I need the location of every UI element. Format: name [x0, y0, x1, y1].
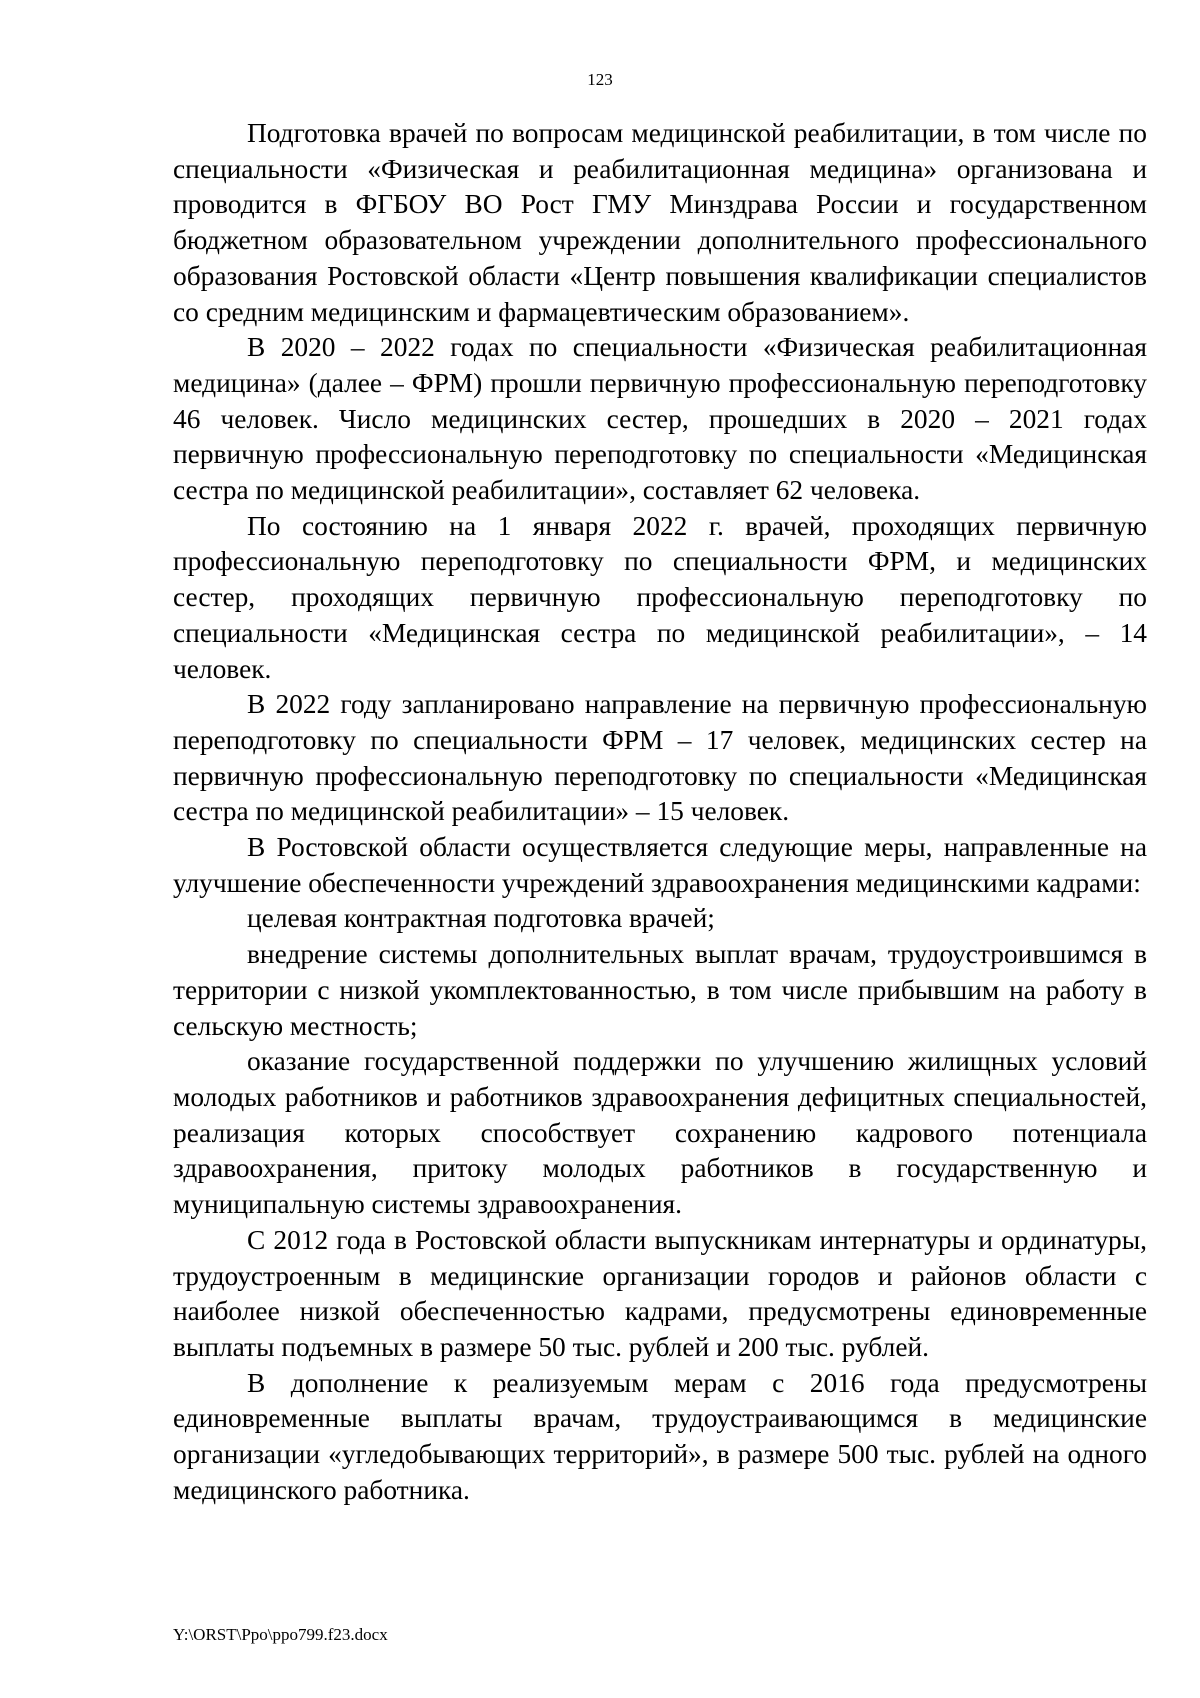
document-body — [173, 116, 1147, 1508]
paragraph-retraining-2020-2022: В 2020 – 2022 годах по специальности «Физическая реабилитационная медицина» (далее – ФРМ) прошли первичную профессиональную переподготовку 46 человек. Число медицинских сестер, прошедших в 2020 – 2021 годах первичную профессиональную переподготовку по специальности «Медицинская сестра по медицинской реабилитации», составляет 62 человека. — [173, 332, 1147, 506]
paragraph-lump-sum-2016: В дополнение к реализуемым мерам с 2016 года предусмотрены единовременные выплаты врачам, трудоустраивающимся в медицинские организации «угледобывающих территорий», в размере 500 тыс. рублей на одного медицинского работника. — [173, 1367, 1147, 1505]
paragraph-status-2022: По состоянию на 1 января 2022 г. врачей, проходящих первичную профессиональную переподготовку по специальности ФРМ, и медицинских сестер, проходящих первичную профессиональную переподготовку по специальности «Медицинская сестра по медицинской реабилитации», – 14 человек. — [173, 510, 1147, 684]
list-item-additional-payments: внедрение системы дополнительных выплат врачам, трудоустроившимся в территории с низкой укомплектованностью, в том числе прибывшим на работу в сельскую местность; — [173, 939, 1147, 1041]
page-number: 123 — [587, 70, 613, 89]
paragraph-training: Подготовка врачей по вопросам медицинской реабилитации, в том числе по специальности «Физическая и реабилитационная медицина» организована и проводится в ФГБОУ ВО Рост ГМУ Минздрава России и государственном бюджетном образовательном учреждении дополнительного профессионального образования Ростовской области «Центр повышения квалификации специалистов со средним медицинским и фармацевтическим образованием». — [173, 118, 1147, 327]
paragraph-measures-intro: В Ростовской области осуществляется следующие меры, направленные на улучшение обеспеченности учреждений здравоохранения медицинскими кадрами: — [173, 832, 1147, 898]
list-item-housing-support: оказание государственной поддержки по улучшению жилищных условий молодых работников и работников здравоохранения дефицитных специальностей, реализация которых способствует сохранению кадрового потенциала здравоохранения, притоку молодых работников в государственную и муниципальную системы здравоохранения. — [173, 1046, 1147, 1220]
paragraph-lump-sum-2012: С 2012 года в Ростовской области выпускникам интернатуры и ординатуры, трудоустроенным в медицинские организации городов и районов области с наиболее низкой обеспеченностью кадрами, предусмотрены единовременные выплаты подъемных в размере 50 тыс. рублей и 200 тыс. рублей. — [173, 1224, 1147, 1362]
paragraph-plan-2022: В 2022 году запланировано направление на первичную профессиональную переподготовку по специальности ФРМ – 17 человек, медицинских сестер на первичную профессиональную переподготовку по специальности «Медицинская сестра по медицинской реабилитации» – 15 человек. — [173, 689, 1147, 827]
list-item-targeted-training: целевая контрактная подготовка врачей; — [247, 903, 715, 934]
file-path-footer: Y:\ORST\Ppo\ppo799.f23.docx — [173, 1625, 388, 1644]
